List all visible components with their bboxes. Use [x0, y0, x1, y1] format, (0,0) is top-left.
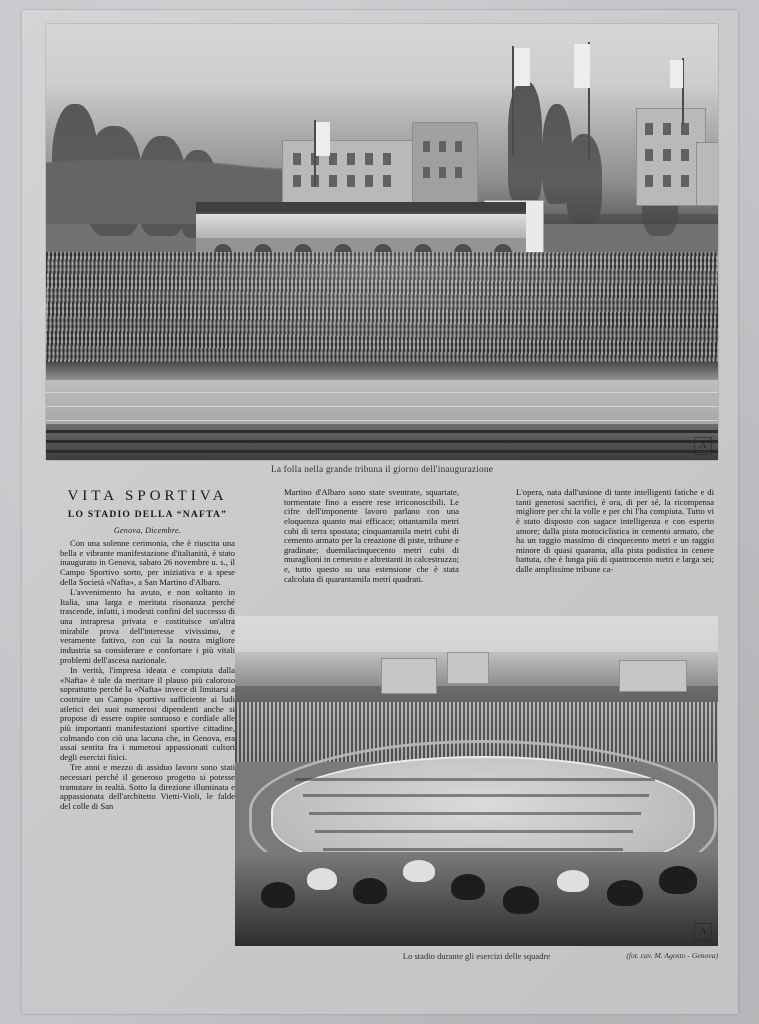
photo-bottom-caption: Lo stadio durante gli esercizi delle squadre [402, 951, 551, 961]
flag-left [316, 122, 330, 156]
paragraph: Tre anni e mezzo di assiduo lavoro sono stati necessari perché il generoso progetto si potesse tramutare in realtà. Sotto la direzione illuminata e appassionata dell'architetto Vietti-Violi, le falde del colle di San [60, 762, 235, 811]
photo-bottom-building-left [381, 658, 437, 694]
text-column-1 [60, 488, 235, 812]
paragraph: L'avvenimento ha avuto, e non soltanto in Italia, una larga e meritata risonanza perché trascende, infatti, i modesti confini del successo di una intrapresa privata e costituisce un'altra mirabile prova dell'interesse vivissimo, e veramente fattivo, con cui la nostra migliore industria sa considerare e confortare i più vitali problemi dell'ascesa nazionale. [60, 587, 235, 665]
photo-stamp-icon: A [694, 923, 712, 941]
text-column-2 [284, 488, 459, 584]
photo-top-caption: La folla nella grande tribuna il giorno dell'inaugurazione [270, 465, 494, 475]
paragraph: L'opera, nata dall'unione di tante intelligenti fatiche e di tanti generosi sacrifici, è ora, di per sé, la ricompensa migliore per chi la volle e per chi l'ha compiuta. Tutto vi è stato disposto con sagace intelligenza e con esperto amore; dalla pista motociclistica in cemento armato, che ha un raggio massimo di cinquecento metri e un raggio minore di quasi quaranta, alla pista podistica in cenere battuta, che è lunga più di quattrocento metri e larga sei; dalle amplissime tribune ca- [516, 487, 714, 574]
photo-bottom-building-right [619, 660, 687, 692]
flag-right [574, 44, 590, 88]
photo-stamp-icon: A [694, 437, 712, 455]
flag-far-right [670, 60, 683, 88]
magazine-page [22, 10, 738, 1014]
photo-top-grandstand [46, 24, 718, 460]
photo-building-main [282, 140, 414, 204]
photo-grandstand-roof [196, 212, 526, 240]
photo-bottom-building-mid [447, 652, 489, 684]
photo-bottom-stadium [235, 616, 718, 946]
paragraph: Martino d'Albaro sono state sventrate, squartate, tormentate fino a essere rese irriconoscibili. Le cifre dell'imponente lavoro parlano con una eloquenza quanto mai efficace; ottantamila metri cubi di terra spostata; cinquantamila metri cubi di cemento armato per la creazione di piste, tribune e gradinate; duemilacinquecento metri cubi di muraglioni in cemento e altrettanti in calcestruzzo; e, tutto questo su una estensione che è stata calcolata di quarantamila metri quadrati. [284, 487, 459, 584]
page-title: VITA SPORTIVA [67, 488, 228, 504]
photo-foreground-rails [46, 424, 718, 460]
photo-building-tower [412, 122, 478, 204]
photo-credit: (fot. cav. M. Agosto - Genova) [626, 951, 718, 960]
paragraph: Con una solenne cerimonia, che è riuscita una bella e vibrante manifestazione d'italianità, è stato inaugurato in Genova, sabato 26 novembre u. s., il Campo Sportivo sorto, per iniziativa e a spese della Società «Nafta», a San Martino d'Albaro. [60, 538, 235, 587]
paragraph: In verità, l'impresa ideata e compiuta dalla «Nafta» è tale da meritare il plauso più caloroso soprattutto perché la «Nafta» invece di limitarsi a costruire un Campo sportivo sufficiente ai ludi atletici dei suoi numerosi dipendenti anche si propose di essere ospite sontuoso e cordiale alle più importanti manifestazioni sportive cittadine, colmando con ciò una lacuna che, in Genova, era assai sentita fra i numerosi appassionati cultori degli esercizi fisici. [60, 665, 235, 762]
flag-center [514, 48, 530, 86]
text-column-3 [516, 488, 714, 575]
photo-bottom-spectators [235, 852, 718, 946]
photo-building-far-right [696, 142, 718, 206]
dateline: Genova, Dicembre. [113, 526, 182, 535]
photo-track [46, 380, 718, 430]
article-title: LO STADIO DELLA “NAFTA” [67, 509, 228, 520]
photo-bottom-athlete-rows [275, 772, 687, 864]
